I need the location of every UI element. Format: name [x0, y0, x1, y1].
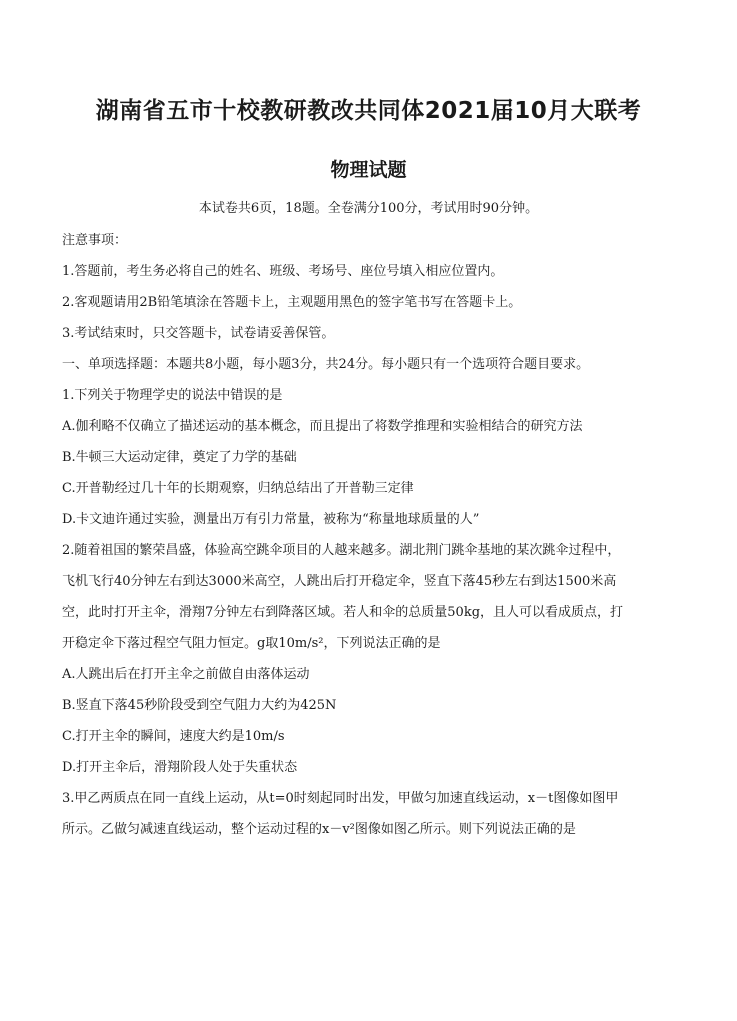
note-item: 3.考试结束时，只交答题卡，试卷请妥善保管。: [62, 326, 335, 341]
option: C.打开主伞的瞬间，速度大约是10m/s: [62, 729, 285, 744]
section-heading: 一、单项选择题：本题共8小题，每小题3分，共24分。每小题只有一个选项符合题目要求。: [62, 357, 590, 372]
question-stem-line: 2.随着祖国的繁荣昌盛，体验高空跳伞项目的人越来越多。湖北荆门跳伞基地的某次跳伞过程中，: [62, 543, 621, 558]
notes-heading: 注意事项：: [62, 233, 128, 248]
option: A.人跳出后在打开主伞之前做自由落体运动: [62, 667, 310, 682]
question-stem-line: 3.甲乙两质点在同一直线上运动，从t=0时刻起同时出发，甲做匀加速直线运动，x－t图像如图甲: [62, 791, 619, 806]
option: D.卡文迪许通过实验，测量出万有引力常量，被称为“称量地球质量的人”: [62, 512, 480, 527]
note-item: 1.答题前，考生务必将自己的姓名、班级、考场号、座位号填入相应位置内。: [62, 264, 504, 279]
question-stem-line: 空，此时打开主伞，滑翔7分钟左右到降落区域。若人和伞的总质量50kg，且人可以看成质点，打: [62, 605, 624, 620]
option: B.牛顿三大运动定律，奠定了力学的基础: [62, 450, 297, 465]
option: D.打开主伞后，滑翔阶段人处于失重状态: [62, 760, 298, 775]
exam-subtitle: 物理试题: [330, 159, 407, 181]
question-stem-line: 所示。乙做匀减速直线运动，整个运动过程的x－v²图像如图乙所示。则下列说法正确的是: [62, 822, 576, 837]
exam-intro: 本试卷共6页，18题。全卷满分100分，考试用时90分钟。: [198, 201, 539, 216]
question-stem-line: 飞机飞行40分钟左右到达3000米高空，人跳出后打开稳定伞，竖直下落45秒左右到达1500米高: [62, 574, 617, 589]
option: A.伽利略不仅确立了描述运动的基本概念，而且提出了将数学推理和实验相结合的研究方法: [62, 419, 583, 434]
question-stem: 1.下列关于物理学史的说法中错误的是: [62, 388, 283, 403]
option: C.开普勒经过几十年的长期观察，归纳总结出了开普勒三定律: [62, 481, 414, 496]
exam-title: 湖南省五市十校教研教改共同体2021届10月大联考: [95, 98, 642, 124]
option: B.竖直下落45秒阶段受到空气阻力大约为425N: [62, 698, 337, 713]
question-stem-line: 开稳定伞下落过程空气阻力恒定。g取10m/s²，下列说法正确的是: [62, 636, 441, 651]
note-item: 2.客观题请用2B铅笔填涂在答题卡上，主观题用黑色的签字笔书写在答题卡上。: [62, 295, 522, 310]
